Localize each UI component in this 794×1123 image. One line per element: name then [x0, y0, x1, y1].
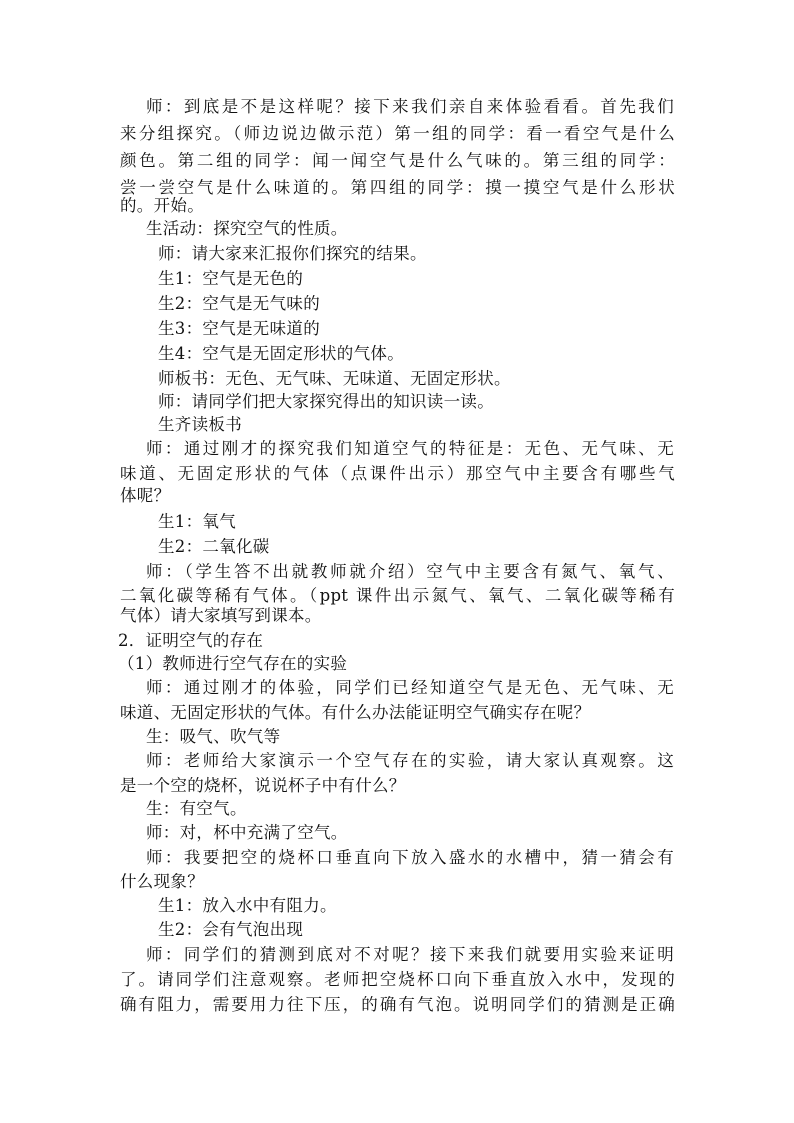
text-line: 什么现象？ — [120, 872, 204, 891]
text-line: 生齐读板书 — [158, 415, 242, 434]
text-line: 二氧化碳等稀有气体。（ppt 课件出示氮气、氧气、二氧化碳等稀有 — [120, 586, 675, 605]
text-line: 生：吸气、吹气等 — [146, 727, 281, 746]
text-line: 味道、无固定形状的气体（点课件出示）那空气中主要含有哪些气 — [120, 464, 675, 483]
text-line: 生1：空气是无色的 — [158, 269, 304, 288]
text-line: 生活动：探究空气的性质。 — [146, 219, 348, 238]
text-line: 气体）请大家填写到课本。 — [120, 606, 322, 625]
text-line: 生：有空气。 — [146, 799, 247, 818]
text-line: 师：通过刚才的体验，同学们已经知道空气是无色、无气味、无 — [146, 678, 674, 697]
text-line: 来分组探究。（师边说边做示范）第一组的同学：看一看空气是什么 — [120, 124, 675, 143]
text-line: 是一个空的烧杯，说说杯子中有什么？ — [120, 776, 406, 795]
section-heading: 2．证明空气的存在 — [118, 631, 264, 650]
subsection-heading: （1）教师进行空气存在的实验 — [118, 654, 348, 673]
text-line: 生2：二氧化碳 — [158, 537, 270, 556]
text-line: 师：同学们的猜测到底对不对呢？接下来我们就要用实验来证明 — [146, 945, 674, 964]
text-line: 了。请同学们注意观察。老师把空烧杯口向下垂直放入水中，发现的 — [120, 970, 675, 989]
text-line: 生2：空气是无气味的 — [158, 294, 320, 313]
text-line: 师：（学生答不出就教师就介绍）空气中主要含有氮气、氧气、 — [146, 562, 674, 581]
text-line: 体呢？ — [120, 486, 171, 505]
text-line: 味道、无固定形状的气体。有什么办法能证明空气确实存在呢？ — [120, 703, 591, 722]
text-line: 师：通过刚才的探究我们知道空气的特征是：无色、无气味、无 — [146, 439, 674, 458]
text-line: 的。开始。 — [120, 196, 204, 215]
text-line: 师：请同学们把大家探究得出的知识读一读。 — [158, 392, 494, 411]
text-line: 师：我要把空的烧杯口垂直向下放入盛水的水槽中，猜一猜会有 — [146, 848, 674, 867]
text-line: 尝一尝空气是什么味道的。第四组的同学：摸一摸空气是什么形状 — [120, 178, 675, 197]
text-line: 生3：空气是无味道的 — [158, 319, 320, 338]
text-line: 确有阻力，需要用力往下压，的确有气泡。说明同学们的猜测是正确 — [120, 995, 675, 1014]
text-line: 师：到底是不是这样呢？接下来我们亲自来体验看看。首先我们 — [146, 97, 674, 116]
text-line: 师：老师给大家演示一个空气存在的实验，请大家认真观察。这 — [146, 751, 674, 770]
text-line: 师板书：无色、无气味、无味道、无固定形状。 — [158, 369, 511, 388]
text-line: 颜色。第二组的同学：闻一闻空气是什么气味的。第三组的同学： — [120, 151, 675, 170]
text-line: 师：对，杯中充满了空气。 — [146, 823, 348, 842]
text-line: 生4：空气是无固定形状的气体。 — [158, 344, 404, 363]
text-line: 生1：氧气 — [158, 512, 236, 531]
text-line: 生2：会有气泡出现 — [158, 920, 304, 939]
text-line: 师：请大家来汇报你们探究的结果。 — [158, 244, 427, 263]
text-line: 生1：放入水中有阻力。 — [158, 896, 337, 915]
